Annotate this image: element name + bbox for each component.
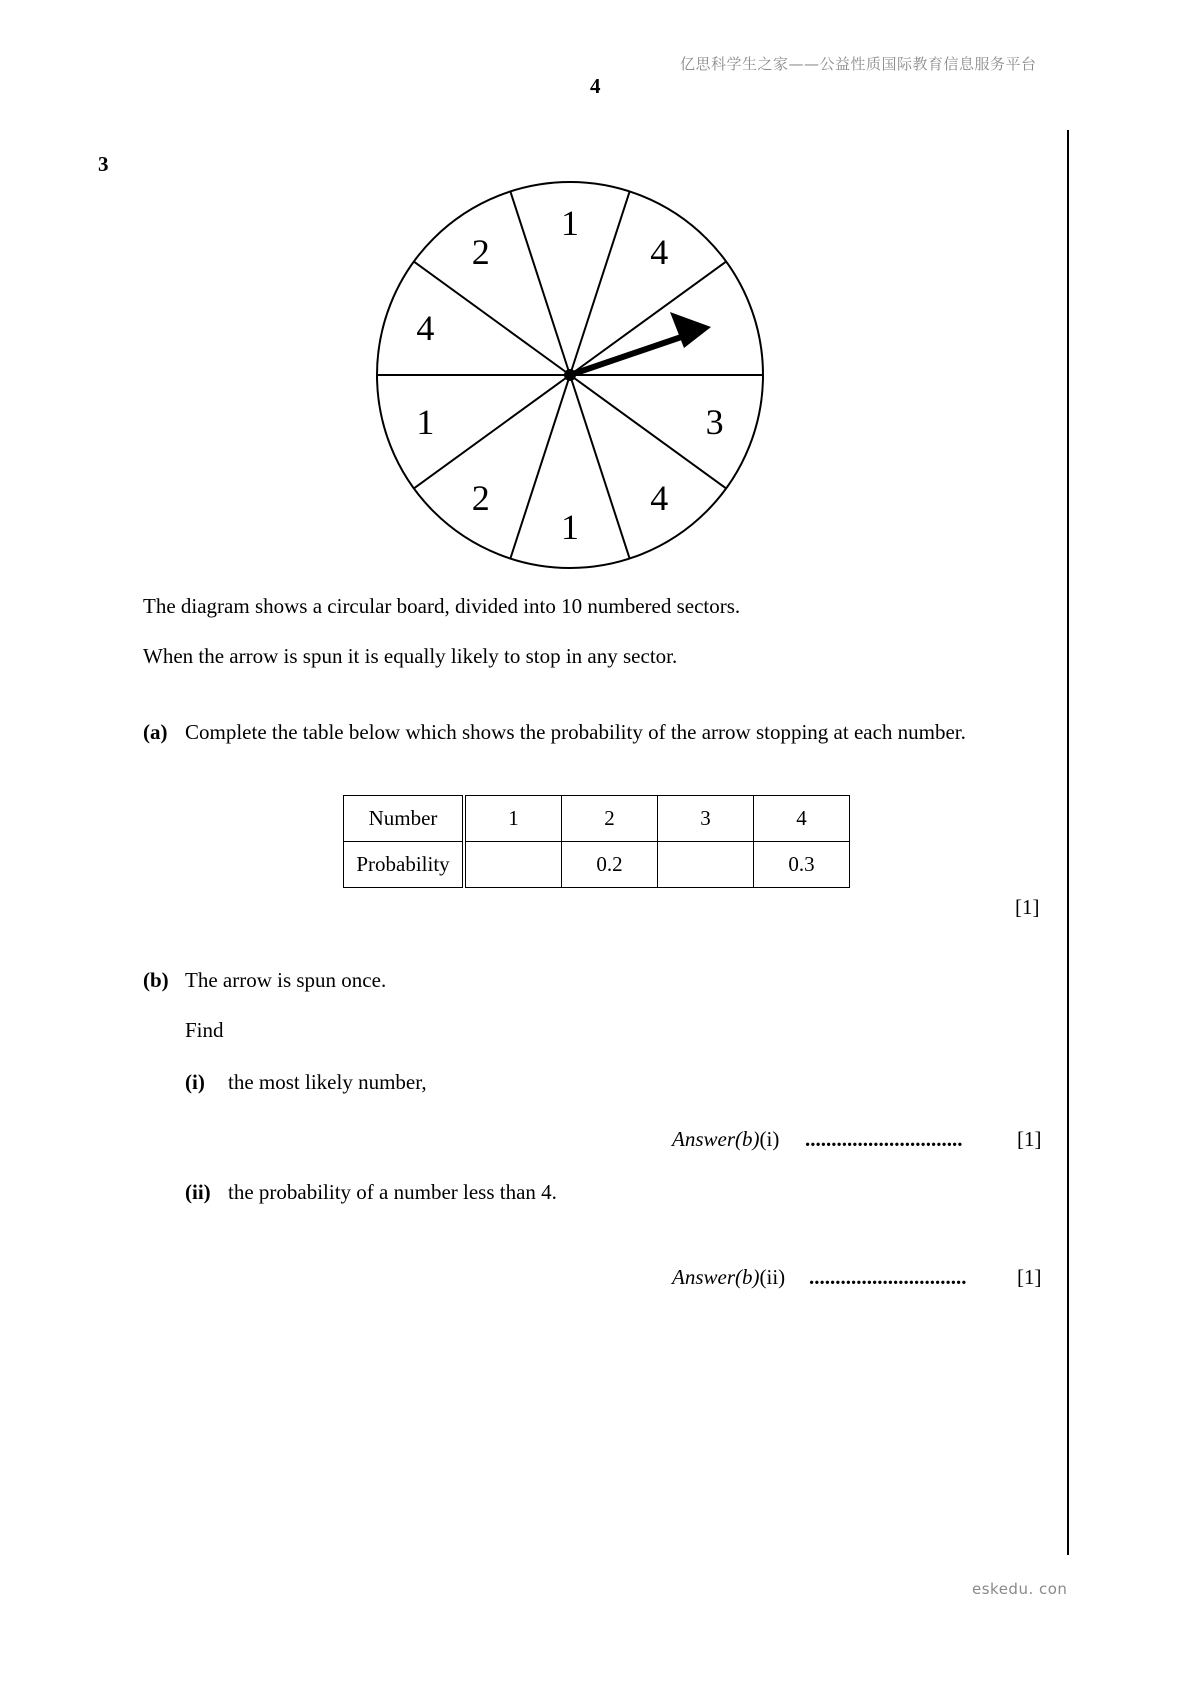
watermark-text: 亿思科学生之家——公益性质国际教育信息服务平台 bbox=[680, 55, 1037, 73]
spinner-sector-label: 2 bbox=[471, 478, 490, 518]
spinner-sector-label: 2 bbox=[471, 232, 490, 272]
part-b-text: The arrow is spun once. bbox=[185, 968, 387, 992]
answer-b-i-italic: Answer(b) bbox=[672, 1127, 760, 1151]
spinner-boundary-line bbox=[570, 262, 726, 375]
spinner-boundary-line bbox=[570, 375, 726, 488]
part-a-marks: [1] bbox=[1015, 895, 1040, 919]
footer-site-text: eskedu. con bbox=[972, 1580, 1068, 1598]
part-a-label: (a) bbox=[143, 720, 168, 744]
spinner-boundary-line bbox=[414, 375, 570, 488]
spinner-sector-label: 1 bbox=[561, 203, 579, 243]
spinner-sector-label: 4 bbox=[650, 232, 669, 272]
spinner-sector-label: 4 bbox=[416, 308, 435, 348]
table-row-number bbox=[344, 796, 850, 842]
table-row-probability bbox=[344, 842, 850, 888]
intro-line-2: When the arrow is spun it is equally likely to stop in any sector. bbox=[143, 644, 678, 668]
part-a-text: Complete the table below which shows the probability of the arrow stopping at each number. bbox=[185, 720, 966, 744]
answer-b-ii-italic: Answer(b) bbox=[672, 1265, 760, 1289]
table-cell-probability-1[interactable] bbox=[464, 842, 562, 888]
table-header-number: Number bbox=[344, 796, 465, 842]
part-b-ii-marks: [1] bbox=[1017, 1265, 1042, 1289]
part-b-ii-label: (ii) bbox=[185, 1180, 211, 1204]
part-b-i-text: the most likely number, bbox=[228, 1070, 427, 1094]
spinner-diagram bbox=[360, 170, 780, 590]
probability-table bbox=[343, 795, 850, 888]
spinner-sector-label: 4 bbox=[650, 478, 669, 518]
table-cell-probability-4: 0.3 bbox=[754, 842, 850, 888]
question-number: 3 bbox=[98, 152, 109, 176]
spinner-sector-label: 3 bbox=[705, 402, 724, 442]
table-cell-number-4: 4 bbox=[754, 796, 850, 842]
part-b-label: (b) bbox=[143, 968, 169, 992]
table-cell-probability-3[interactable] bbox=[658, 842, 754, 888]
table-cell-number-1: 1 bbox=[464, 796, 562, 842]
answer-b-ii-label bbox=[672, 1265, 785, 1290]
table-cell-number-3: 3 bbox=[658, 796, 754, 842]
spinner-sector-label: 1 bbox=[561, 507, 579, 547]
intro-line-1: The diagram shows a circular board, divided into 10 numbered sectors. bbox=[143, 594, 741, 618]
page-number: 4 bbox=[590, 74, 601, 98]
part-b-i-marks: [1] bbox=[1017, 1127, 1042, 1151]
answer-b-ii-suffix: (ii) bbox=[759, 1265, 786, 1289]
spinner-arrow bbox=[564, 312, 711, 381]
answer-b-i-suffix: (i) bbox=[759, 1127, 780, 1151]
table-cell-number-2: 2 bbox=[562, 796, 658, 842]
spinner-boundary-line bbox=[414, 262, 570, 375]
answer-b-i-label bbox=[672, 1127, 779, 1152]
part-b-find: Find bbox=[185, 1018, 224, 1042]
spinner-sector-label: 1 bbox=[416, 402, 435, 442]
part-b-i-label: (i) bbox=[185, 1070, 205, 1094]
table-cell-probability-2: 0.2 bbox=[562, 842, 658, 888]
answer-b-ii-dots[interactable]: .............................. bbox=[809, 1265, 967, 1289]
part-b-ii-text: the probability of a number less than 4. bbox=[228, 1180, 557, 1204]
table-header-probability: Probability bbox=[344, 842, 465, 888]
margin-line bbox=[1067, 130, 1069, 1555]
answer-b-i-dots[interactable]: .............................. bbox=[805, 1127, 963, 1151]
